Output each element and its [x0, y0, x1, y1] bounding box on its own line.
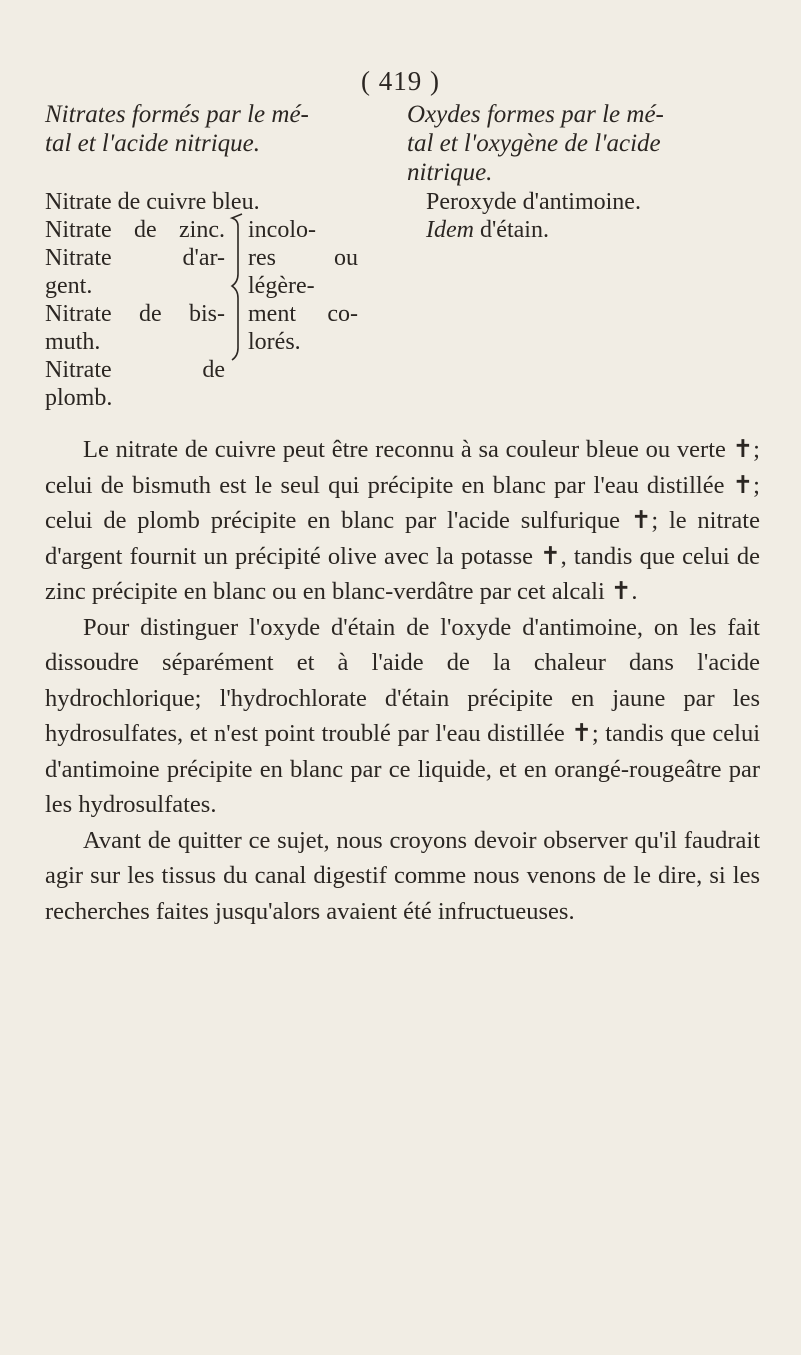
group-label — [248, 216, 358, 356]
list-item: Nitrate d'ar- — [45, 245, 225, 271]
paragraph: Pour distinguer l'oxyde d'étain de l'oxyde d'antimoine, on les fait dissoudre séparément et à l'aide de la chaleur dans l'acide hydrochlorique; l'hydrochlorate d'étain précipite en jaune par les hydrosulfates, et n'est point troublé par l'eau distillée ✝; tandis que celui d'antimoine précipite en blanc par ce liquide, et en orangé-rougeâtre par les hydrosulfates. — [45, 613, 760, 818]
left-heading-line: Nitrates formés par le mé- — [45, 101, 309, 128]
list-item: Nitrate de zinc. — [45, 217, 225, 243]
group-label-line: incolo- — [248, 217, 316, 243]
right-heading-line: Oxydes formes par le mé- — [407, 101, 664, 128]
group-names — [45, 216, 225, 412]
list-item: muth. — [45, 329, 101, 355]
right-column-heading — [407, 100, 777, 187]
list-item: Nitrate de bis- — [45, 301, 225, 327]
list-item: Nitrate de cuivre bleu. — [45, 189, 260, 215]
idem-word: Idem — [426, 217, 474, 243]
body-text — [45, 432, 760, 929]
list-item: gent. — [45, 273, 93, 299]
group-label-line: légère- — [248, 273, 315, 299]
list-item: Nitrate de — [45, 357, 225, 383]
paragraph: Le nitrate de cuivre peut être reconnu à sa couleur bleue ou verte ✝; celui de bismuth est le seul qui précipite en blanc par l'eau distillée ✝; celui de plomb précipite en blanc par l'acide sulfurique ✝; le nitrate d'argent fournit un précipité olive avec la potasse ✝, tandis que celui de zinc précipite en blanc ou en blanc-verdâtre par cet alcali ✝. — [45, 436, 760, 605]
group-label-line: res ou — [248, 245, 358, 271]
right-oxide-list — [426, 188, 786, 244]
page-number: ( 419 ) — [361, 66, 440, 96]
left-column-heading — [45, 100, 375, 158]
list-item — [426, 216, 786, 244]
list-item: plomb. — [45, 385, 113, 411]
left-nitrate-list — [45, 188, 358, 411]
paragraph: Avant de quitter ce sujet, nous croyons devoir observer qu'il faudrait agir sur les tissus du canal digestif comme nous venons de le dire, si les recherches faites jusqu'alors avaient été infructueuses. — [45, 826, 760, 925]
left-heading-line: tal et l'acide nitrique. — [45, 130, 261, 157]
colorless-nitrates-group — [45, 216, 358, 411]
group-label-line: ment co- — [248, 301, 358, 327]
list-item: Peroxyde d'antimoine. — [426, 189, 641, 215]
right-heading-line: tal et l'oxygène de l'acide — [407, 130, 661, 157]
right-heading-line: nitrique. — [407, 159, 493, 186]
group-label-line: lorés. — [248, 329, 301, 355]
idem-rest: d'étain. — [473, 217, 549, 243]
